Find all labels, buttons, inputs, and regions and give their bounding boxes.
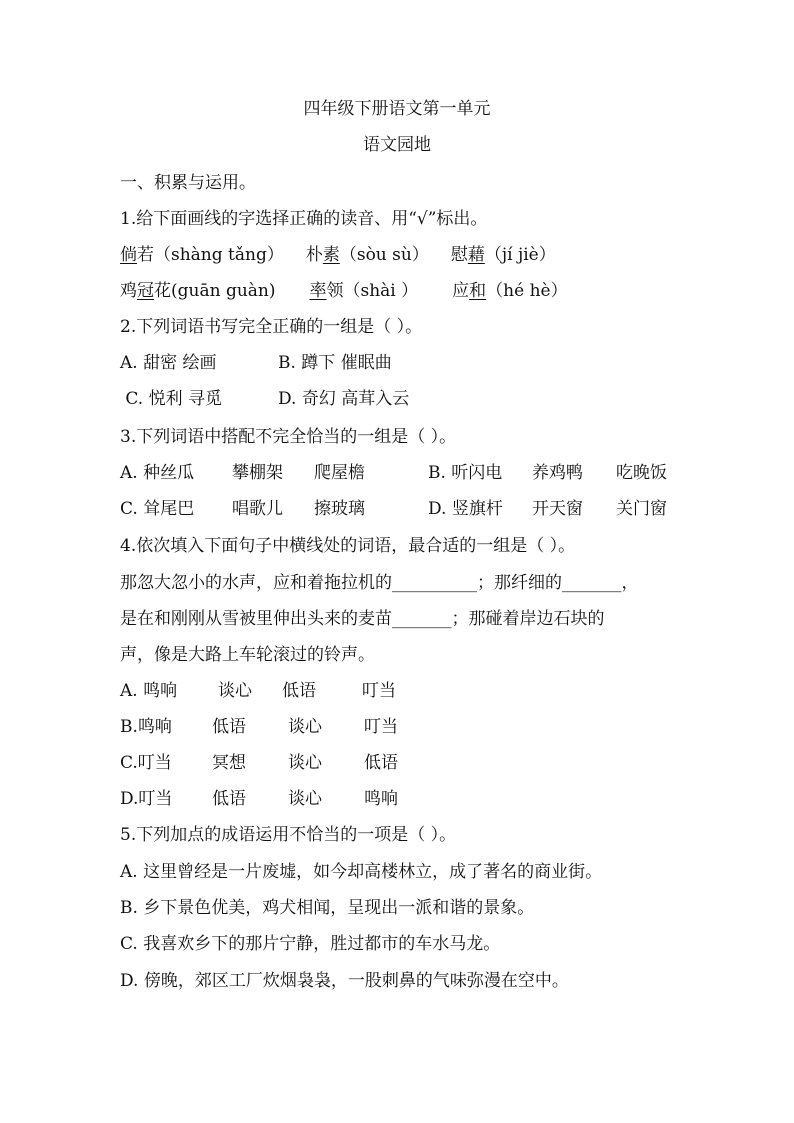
q2-option-d: D. 奇幻 高茸入云 <box>278 389 410 409</box>
q4-sentence-line1: 那忽大忽小的水声，应和着拖拉机的__________；那纤细的_______， <box>120 573 639 593</box>
q5-option-d: D. 傍晚，郊区工厂炊烟袅袅，一股刺鼻的气味弥漫在空中。 <box>120 971 569 991</box>
q3-option-c-word: 擦玻璃 <box>314 499 365 519</box>
q3-option-c-word: 唱歌儿 <box>232 499 283 519</box>
q1-row2 <box>120 276 720 306</box>
underlined-char: 率 <box>309 281 327 301</box>
q1-item: 倘若（shàng tǎng） <box>120 245 284 265</box>
q4-option-word: 谈心 <box>288 753 322 773</box>
q1-item: 率领（shài ） <box>309 281 419 301</box>
q5-option-a: A. 这里曾经是一片废墟，如今却高楼林立，成了著名的商业街。 <box>120 862 603 882</box>
q2-option-c: C. 悦利 寻觅 <box>120 389 223 409</box>
q1-item: 朴素（sòu sù） <box>305 245 429 265</box>
q4-option-c <box>120 748 720 778</box>
q4-option-word: A. 鸣响 <box>120 681 178 701</box>
q4-option-a <box>120 676 720 706</box>
page-title: 四年级下册语文第一单元 <box>303 99 491 119</box>
underlined-char: 素 <box>322 245 340 265</box>
q4-option-word: 叮当 <box>362 681 396 701</box>
q5-prompt: 5.下列加点的成语运用不恰当的一项是（ ）。 <box>120 825 457 845</box>
q4-option-word: C.叮当 <box>120 753 172 773</box>
q5-option-b: B. 乡下景色优美，鸡犬相闻，呈现出一派和谐的景象。 <box>120 898 535 918</box>
q4-option-d <box>120 784 720 814</box>
q4-option-word: B.鸣响 <box>120 717 172 737</box>
underlined-char: 倘 <box>120 245 137 265</box>
q2-options-cd <box>120 384 720 414</box>
q4-option-word: 低语 <box>282 681 316 701</box>
q2-option-b: B. 蹲下 催眠曲 <box>278 353 392 373</box>
underlined-char: 藉 <box>467 245 485 265</box>
q4-sentence-line2: 是在和刚刚从雪被里伸出头来的麦苗_______；那碰着岸边石块的 <box>120 609 605 629</box>
q1-prompt: 1.给下面画线的字选择正确的读音、用“√”标出。 <box>120 209 488 229</box>
q2-options-ab <box>120 348 720 378</box>
q1-item: 鸡冠花(guān guàn) <box>120 281 276 301</box>
q3-options-cd <box>120 494 720 524</box>
q4-option-word: 低语 <box>364 753 398 773</box>
q4-option-b <box>120 712 720 742</box>
q3-option-d-word: 开天窗 <box>532 499 583 519</box>
q1-item: 慰藉（jí jiè） <box>450 245 556 265</box>
q1-item: 应和（hé hè） <box>452 281 568 301</box>
q5-option-c: C. 我喜欢乡下的那片宁静，胜过都市的车水马龙。 <box>120 934 501 954</box>
q2-option-a: A. 甜密 绘画 <box>120 353 217 373</box>
q4-option-word: 低语 <box>212 789 246 809</box>
q4-option-word: D.叮当 <box>120 789 173 809</box>
q2-prompt: 2.下列词语书写完全正确的一组是（ ）。 <box>120 317 423 337</box>
q4-option-word: 冥想 <box>212 753 246 773</box>
q3-options-ab <box>120 458 720 488</box>
q3-option-b-word: 养鸡鸭 <box>532 463 583 483</box>
underlined-char: 和 <box>469 281 487 301</box>
q3-prompt: 3.下列词语中搭配不完全恰当的一组是（ ）。 <box>120 427 457 447</box>
underlined-char: 冠 <box>137 281 154 301</box>
q4-prompt: 4.依次填入下面句子中横线处的词语，最合适的一组是（ ）。 <box>120 536 576 556</box>
q1-row1 <box>120 240 720 270</box>
q3-option-b-word: 吃晚饭 <box>616 463 667 483</box>
q4-option-word: 鸣响 <box>364 789 398 809</box>
q3-option-a-word: 攀棚架 <box>232 463 283 483</box>
q3-option-a: A. 种丝瓜 <box>120 463 195 483</box>
q3-option-a-word: 爬屋檐 <box>314 463 365 483</box>
q4-option-word: 谈心 <box>218 681 252 701</box>
q3-option-d-word: 关门窗 <box>616 499 667 519</box>
page-subtitle: 语文园地 <box>363 135 431 155</box>
q4-option-word: 叮当 <box>364 717 398 737</box>
q4-option-word: 谈心 <box>288 789 322 809</box>
q4-option-word: 低语 <box>212 717 246 737</box>
section-heading: 一、积累与运用。 <box>120 173 256 193</box>
q3-option-d: D. 竖旗杆 <box>428 499 503 519</box>
q3-option-b: B. 听闪电 <box>428 463 503 483</box>
q4-sentence-line3: 声，像是大路上车轮滚过的铃声。 <box>120 645 375 665</box>
q3-option-c: C. 耸尾巴 <box>120 499 195 519</box>
q4-option-word: 谈心 <box>288 717 322 737</box>
